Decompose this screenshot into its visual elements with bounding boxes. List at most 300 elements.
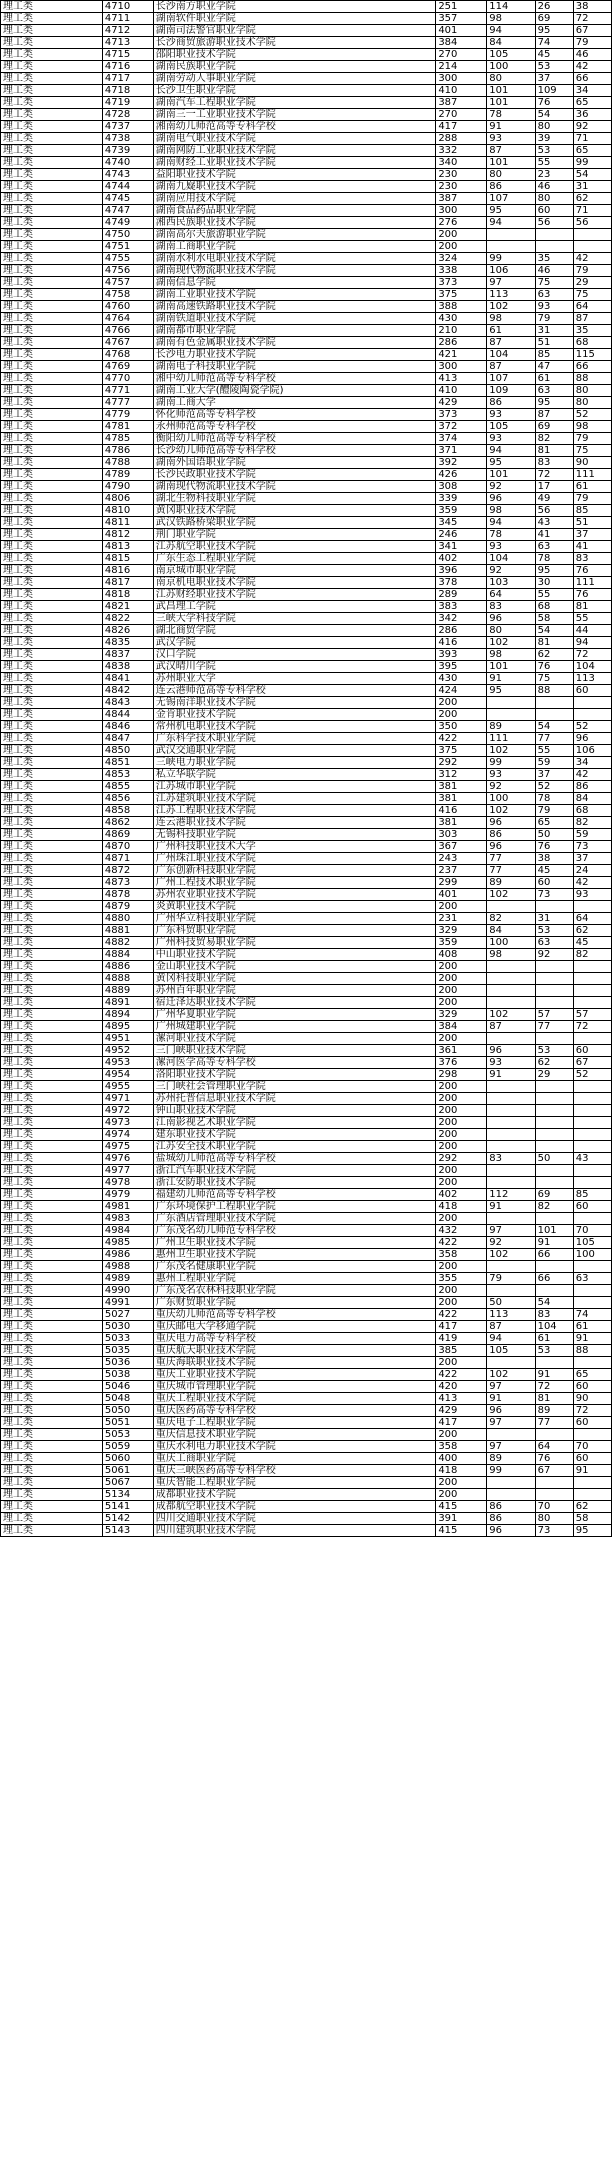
total-score-cell: 373 — [436, 277, 487, 289]
school-name-cell: 成都职业技术学院 — [153, 1489, 436, 1501]
score-a-cell: 103 — [487, 577, 535, 589]
school-code-cell: 4760 — [102, 301, 153, 313]
total-score-cell: 230 — [436, 181, 487, 193]
table-row — [1, 925, 612, 937]
score-a-cell: 96 — [487, 841, 535, 853]
school-name-cell: 湖南高尔夫旅游职业学院 — [153, 229, 436, 241]
school-name-cell: 三峡大学科技学院 — [153, 613, 436, 625]
total-score-cell: 358 — [436, 1441, 487, 1453]
table-row — [1, 1069, 612, 1081]
score-a-cell — [487, 1177, 535, 1189]
score-c-cell: 88 — [573, 1345, 611, 1357]
score-a-cell: 104 — [487, 553, 535, 565]
school-name-cell: 邵阳职业技术学院 — [153, 49, 436, 61]
total-score-cell: 384 — [436, 1021, 487, 1033]
table-row — [1, 1141, 612, 1153]
score-c-cell — [573, 985, 611, 997]
table-row — [1, 121, 612, 133]
score-c-cell: 98 — [573, 421, 611, 433]
category-cell: 理工类 — [1, 445, 103, 457]
score-b-cell: 73 — [535, 1525, 573, 1537]
category-cell: 理工类 — [1, 1057, 103, 1069]
table-row — [1, 217, 612, 229]
score-a-cell: 94 — [487, 445, 535, 457]
total-score-cell: 286 — [436, 625, 487, 637]
table-row — [1, 829, 612, 841]
total-score-cell: 214 — [436, 61, 487, 73]
category-cell: 理工类 — [1, 169, 103, 181]
table-row — [1, 1009, 612, 1021]
category-cell: 理工类 — [1, 385, 103, 397]
score-c-cell: 79 — [573, 37, 611, 49]
total-score-cell: 359 — [436, 937, 487, 949]
total-score-cell: 359 — [436, 505, 487, 517]
school-name-cell: 漯河医学高等专科学校 — [153, 1057, 436, 1069]
school-code-cell: 4952 — [102, 1045, 153, 1057]
score-b-cell — [535, 1093, 573, 1105]
score-a-cell: 98 — [487, 505, 535, 517]
category-cell: 理工类 — [1, 301, 103, 313]
school-code-cell: 4979 — [102, 1189, 153, 1201]
school-name-cell: 广东科学技术职业学院 — [153, 733, 436, 745]
score-b-cell: 83 — [535, 1309, 573, 1321]
total-score-cell: 418 — [436, 1201, 487, 1213]
score-a-cell: 80 — [487, 625, 535, 637]
score-a-cell: 87 — [487, 1021, 535, 1033]
score-b-cell: 23 — [535, 169, 573, 181]
category-cell: 理工类 — [1, 1177, 103, 1189]
table-row — [1, 1165, 612, 1177]
score-a-cell: 91 — [487, 1069, 535, 1081]
score-c-cell: 88 — [573, 373, 611, 385]
score-a-cell — [487, 697, 535, 709]
school-code-cell: 4810 — [102, 505, 153, 517]
score-b-cell: 63 — [535, 937, 573, 949]
category-cell: 理工类 — [1, 721, 103, 733]
total-score-cell: 237 — [436, 865, 487, 877]
school-code-cell: 4842 — [102, 685, 153, 697]
table-row — [1, 193, 612, 205]
school-name-cell: 重庆三峡医药高等专科学校 — [153, 1465, 436, 1477]
category-cell: 理工类 — [1, 1357, 103, 1369]
score-b-cell: 89 — [535, 1405, 573, 1417]
score-c-cell: 62 — [573, 193, 611, 205]
score-b-cell — [535, 1261, 573, 1273]
score-b-cell — [535, 1285, 573, 1297]
total-score-cell: 200 — [436, 961, 487, 973]
school-code-cell: 4858 — [102, 805, 153, 817]
school-code-cell: 4974 — [102, 1129, 153, 1141]
table-row — [1, 709, 612, 721]
score-a-cell: 98 — [487, 949, 535, 961]
score-a-cell — [487, 1141, 535, 1153]
total-score-cell: 422 — [436, 1237, 487, 1249]
score-a-cell: 91 — [487, 1201, 535, 1213]
score-a-cell: 87 — [487, 1321, 535, 1333]
category-cell: 理工类 — [1, 745, 103, 757]
total-score-cell: 243 — [436, 853, 487, 865]
school-code-cell: 4844 — [102, 709, 153, 721]
school-code-cell: 5046 — [102, 1381, 153, 1393]
total-score-cell: 422 — [436, 1309, 487, 1321]
table-row — [1, 421, 612, 433]
score-a-cell: 102 — [487, 637, 535, 649]
score-c-cell — [573, 1177, 611, 1189]
school-name-cell: 江苏财经职业技术学院 — [153, 589, 436, 601]
score-b-cell: 85 — [535, 349, 573, 361]
score-c-cell: 73 — [573, 841, 611, 853]
category-cell: 理工类 — [1, 973, 103, 985]
score-b-cell: 69 — [535, 13, 573, 25]
score-a-cell: 86 — [487, 829, 535, 841]
category-cell: 理工类 — [1, 1525, 103, 1537]
table-row — [1, 1057, 612, 1069]
score-a-cell: 50 — [487, 1297, 535, 1309]
total-score-cell: 384 — [436, 37, 487, 49]
score-b-cell: 38 — [535, 853, 573, 865]
table-row — [1, 13, 612, 25]
school-name-cell: 长沙卫生职业学院 — [153, 85, 436, 97]
score-b-cell — [535, 241, 573, 253]
score-b-cell: 82 — [535, 1201, 573, 1213]
score-c-cell — [573, 1477, 611, 1489]
score-a-cell: 106 — [487, 265, 535, 277]
score-b-cell: 68 — [535, 601, 573, 613]
category-cell: 理工类 — [1, 829, 103, 841]
table-row — [1, 205, 612, 217]
score-a-cell — [487, 1105, 535, 1117]
table-row — [1, 1513, 612, 1525]
total-score-cell: 391 — [436, 1513, 487, 1525]
school-name-cell: 重庆工业职业技术学院 — [153, 1369, 436, 1381]
score-b-cell: 53 — [535, 145, 573, 157]
score-b-cell — [535, 709, 573, 721]
score-c-cell: 64 — [573, 913, 611, 925]
score-a-cell: 113 — [487, 289, 535, 301]
school-code-cell: 5033 — [102, 1333, 153, 1345]
category-cell: 理工类 — [1, 1129, 103, 1141]
score-c-cell — [573, 1141, 611, 1153]
score-b-cell: 54 — [535, 109, 573, 121]
school-code-cell: 5053 — [102, 1429, 153, 1441]
score-a-cell: 92 — [487, 781, 535, 793]
total-score-cell: 200 — [436, 1297, 487, 1309]
school-name-cell: 重庆智能工程职业学院 — [153, 1477, 436, 1489]
school-name-cell: 广州城建职业学院 — [153, 1021, 436, 1033]
category-cell: 理工类 — [1, 649, 103, 661]
school-name-cell: 浙江汽车职业技术学院 — [153, 1165, 436, 1177]
school-code-cell: 4715 — [102, 49, 153, 61]
score-a-cell: 111 — [487, 733, 535, 745]
school-code-cell: 4984 — [102, 1225, 153, 1237]
score-b-cell: 63 — [535, 385, 573, 397]
category-cell: 理工类 — [1, 1117, 103, 1129]
table-row — [1, 301, 612, 313]
school-code-cell: 4870 — [102, 841, 153, 853]
score-c-cell: 58 — [573, 1513, 611, 1525]
score-b-cell: 80 — [535, 121, 573, 133]
score-a-cell: 80 — [487, 73, 535, 85]
total-score-cell: 299 — [436, 877, 487, 889]
school-code-cell: 4739 — [102, 145, 153, 157]
score-a-cell — [487, 1093, 535, 1105]
total-score-cell: 270 — [436, 49, 487, 61]
table-row — [1, 889, 612, 901]
table-row — [1, 109, 612, 121]
score-c-cell: 105 — [573, 1237, 611, 1249]
table-row — [1, 229, 612, 241]
school-name-cell: 三门峡社会管理职业学院 — [153, 1081, 436, 1093]
total-score-cell: 200 — [436, 985, 487, 997]
table-row — [1, 1273, 612, 1285]
category-cell: 理工类 — [1, 217, 103, 229]
table-row — [1, 25, 612, 37]
score-c-cell: 66 — [573, 361, 611, 373]
category-cell: 理工类 — [1, 601, 103, 613]
score-c-cell — [573, 1357, 611, 1369]
school-name-cell: 广东财贸职业学院 — [153, 1297, 436, 1309]
school-name-cell: 湘中幼儿师范高等专科学校 — [153, 373, 436, 385]
total-score-cell: 332 — [436, 145, 487, 157]
score-c-cell — [573, 1033, 611, 1045]
score-c-cell: 82 — [573, 817, 611, 829]
school-name-cell: 长沙幼儿师范高等专科学校 — [153, 445, 436, 457]
category-cell: 理工类 — [1, 613, 103, 625]
total-score-cell: 410 — [436, 85, 487, 97]
score-c-cell: 46 — [573, 49, 611, 61]
category-cell: 理工类 — [1, 1189, 103, 1201]
score-b-cell: 61 — [535, 1333, 573, 1345]
school-code-cell: 4745 — [102, 193, 153, 205]
score-a-cell: 98 — [487, 313, 535, 325]
category-cell: 理工类 — [1, 37, 103, 49]
total-score-cell: 387 — [436, 97, 487, 109]
school-name-cell: 连云港师范高等专科学校 — [153, 685, 436, 697]
score-b-cell: 77 — [535, 1417, 573, 1429]
school-name-cell: 私立华联学院 — [153, 769, 436, 781]
score-c-cell: 63 — [573, 1273, 611, 1285]
category-cell: 理工类 — [1, 949, 103, 961]
school-name-cell: 长沙电力职业技术学院 — [153, 349, 436, 361]
school-name-cell: 湖南工业职业技术学院 — [153, 289, 436, 301]
score-c-cell — [573, 1261, 611, 1273]
score-a-cell — [487, 985, 535, 997]
score-b-cell: 60 — [535, 877, 573, 889]
score-c-cell — [573, 709, 611, 721]
score-a-cell — [487, 1033, 535, 1045]
school-code-cell: 4750 — [102, 229, 153, 241]
table-row — [1, 757, 612, 769]
total-score-cell: 200 — [436, 1429, 487, 1441]
score-c-cell: 74 — [573, 1309, 611, 1321]
score-b-cell: 53 — [535, 1345, 573, 1357]
school-code-cell: 4986 — [102, 1249, 153, 1261]
score-b-cell: 39 — [535, 133, 573, 145]
score-a-cell: 102 — [487, 1249, 535, 1261]
table-row — [1, 433, 612, 445]
category-cell: 理工类 — [1, 661, 103, 673]
school-name-cell: 湖南外国语职业学院 — [153, 457, 436, 469]
score-a-cell — [487, 1261, 535, 1273]
score-b-cell: 95 — [535, 397, 573, 409]
school-code-cell: 4977 — [102, 1165, 153, 1177]
school-code-cell: 4847 — [102, 733, 153, 745]
category-cell: 理工类 — [1, 481, 103, 493]
total-score-cell: 361 — [436, 1045, 487, 1057]
school-name-cell: 荆门职业学院 — [153, 529, 436, 541]
total-score-cell: 200 — [436, 901, 487, 913]
category-cell: 理工类 — [1, 349, 103, 361]
score-c-cell: 24 — [573, 865, 611, 877]
school-code-cell: 4973 — [102, 1117, 153, 1129]
school-code-cell: 4971 — [102, 1093, 153, 1105]
category-cell: 理工类 — [1, 1213, 103, 1225]
school-name-cell: 连云港职业技术学院 — [153, 817, 436, 829]
score-c-cell — [573, 241, 611, 253]
school-code-cell: 4853 — [102, 769, 153, 781]
total-score-cell: 401 — [436, 25, 487, 37]
school-name-cell: 湖南应用技术学院 — [153, 193, 436, 205]
score-b-cell: 55 — [535, 157, 573, 169]
score-a-cell: 86 — [487, 1513, 535, 1525]
category-cell: 理工类 — [1, 1069, 103, 1081]
table-row — [1, 1429, 612, 1441]
total-score-cell: 375 — [436, 289, 487, 301]
score-a-cell — [487, 1429, 535, 1441]
table-row — [1, 1033, 612, 1045]
total-score-cell: 342 — [436, 613, 487, 625]
table-row — [1, 337, 612, 349]
category-cell: 理工类 — [1, 517, 103, 529]
score-c-cell — [573, 1297, 611, 1309]
table-row — [1, 1405, 612, 1417]
school-code-cell: 4988 — [102, 1261, 153, 1273]
total-score-cell: 350 — [436, 721, 487, 733]
category-cell: 理工类 — [1, 901, 103, 913]
total-score-cell: 200 — [436, 1261, 487, 1273]
table-row — [1, 313, 612, 325]
school-name-cell: 重庆电子工程职业学院 — [153, 1417, 436, 1429]
total-score-cell: 288 — [436, 133, 487, 145]
school-code-cell: 5060 — [102, 1453, 153, 1465]
score-a-cell: 99 — [487, 1465, 535, 1477]
score-c-cell: 96 — [573, 733, 611, 745]
table-row — [1, 133, 612, 145]
score-c-cell: 38 — [573, 1, 611, 13]
school-name-cell: 湖北商贸学院 — [153, 625, 436, 637]
score-a-cell: 95 — [487, 205, 535, 217]
score-b-cell — [535, 1081, 573, 1093]
score-c-cell: 86 — [573, 781, 611, 793]
school-code-cell: 4871 — [102, 853, 153, 865]
table-row — [1, 373, 612, 385]
score-b-cell: 69 — [535, 421, 573, 433]
school-name-cell: 湖南民族职业学院 — [153, 61, 436, 73]
category-cell: 理工类 — [1, 709, 103, 721]
score-b-cell: 35 — [535, 253, 573, 265]
score-b-cell: 95 — [535, 565, 573, 577]
score-c-cell — [573, 1129, 611, 1141]
school-name-cell: 重庆信息技术职业学院 — [153, 1429, 436, 1441]
total-score-cell: 200 — [436, 1489, 487, 1501]
table-row — [1, 1345, 612, 1357]
school-name-cell: 苏州百年职业学院 — [153, 985, 436, 997]
table-row — [1, 73, 612, 85]
total-score-cell: 358 — [436, 1249, 487, 1261]
table-row — [1, 1321, 612, 1333]
score-b-cell — [535, 1033, 573, 1045]
score-c-cell: 82 — [573, 949, 611, 961]
category-cell: 理工类 — [1, 289, 103, 301]
table-row — [1, 1393, 612, 1405]
category-cell: 理工类 — [1, 1297, 103, 1309]
score-a-cell: 77 — [487, 865, 535, 877]
score-b-cell: 50 — [535, 829, 573, 841]
school-name-cell: 广东茂名农林科技职业学院 — [153, 1285, 436, 1297]
school-name-cell: 湖南工商大学 — [153, 397, 436, 409]
total-score-cell: 429 — [436, 397, 487, 409]
school-code-cell: 4889 — [102, 985, 153, 997]
total-score-cell: 200 — [436, 697, 487, 709]
score-c-cell: 111 — [573, 577, 611, 589]
school-code-cell: 4779 — [102, 409, 153, 421]
school-name-cell: 湖南软件职业学院 — [153, 13, 436, 25]
total-score-cell: 416 — [436, 637, 487, 649]
school-code-cell: 4789 — [102, 469, 153, 481]
school-name-cell: 金肯职业技术学院 — [153, 709, 436, 721]
score-b-cell: 51 — [535, 337, 573, 349]
score-b-cell: 76 — [535, 841, 573, 853]
total-score-cell: 373 — [436, 409, 487, 421]
total-score-cell: 429 — [436, 1405, 487, 1417]
category-cell: 理工类 — [1, 841, 103, 853]
score-b-cell: 45 — [535, 49, 573, 61]
table-row — [1, 1237, 612, 1249]
score-b-cell: 76 — [535, 1453, 573, 1465]
school-name-cell: 重庆城市管理职业学院 — [153, 1381, 436, 1393]
table-row — [1, 1309, 612, 1321]
table-row — [1, 1441, 612, 1453]
table-row — [1, 541, 612, 553]
score-a-cell: 92 — [487, 481, 535, 493]
table-row — [1, 37, 612, 49]
score-a-cell: 91 — [487, 121, 535, 133]
score-b-cell — [535, 973, 573, 985]
school-code-cell: 4855 — [102, 781, 153, 793]
score-b-cell: 64 — [535, 1441, 573, 1453]
table-row — [1, 1045, 612, 1057]
total-score-cell: 230 — [436, 169, 487, 181]
score-a-cell: 109 — [487, 385, 535, 397]
total-score-cell: 422 — [436, 733, 487, 745]
total-score-cell: 200 — [436, 1357, 487, 1369]
score-a-cell: 95 — [487, 457, 535, 469]
score-a-cell: 107 — [487, 373, 535, 385]
score-a-cell: 86 — [487, 181, 535, 193]
score-b-cell: 53 — [535, 925, 573, 937]
table-row — [1, 1177, 612, 1189]
score-c-cell: 71 — [573, 205, 611, 217]
score-c-cell: 43 — [573, 1153, 611, 1165]
school-code-cell: 5143 — [102, 1525, 153, 1537]
table-row — [1, 1369, 612, 1381]
score-a-cell: 94 — [487, 1333, 535, 1345]
score-c-cell: 62 — [573, 925, 611, 937]
score-a-cell: 84 — [487, 925, 535, 937]
score-b-cell: 72 — [535, 1381, 573, 1393]
school-name-cell: 怀化师范高等专科学校 — [153, 409, 436, 421]
school-code-cell: 4747 — [102, 205, 153, 217]
